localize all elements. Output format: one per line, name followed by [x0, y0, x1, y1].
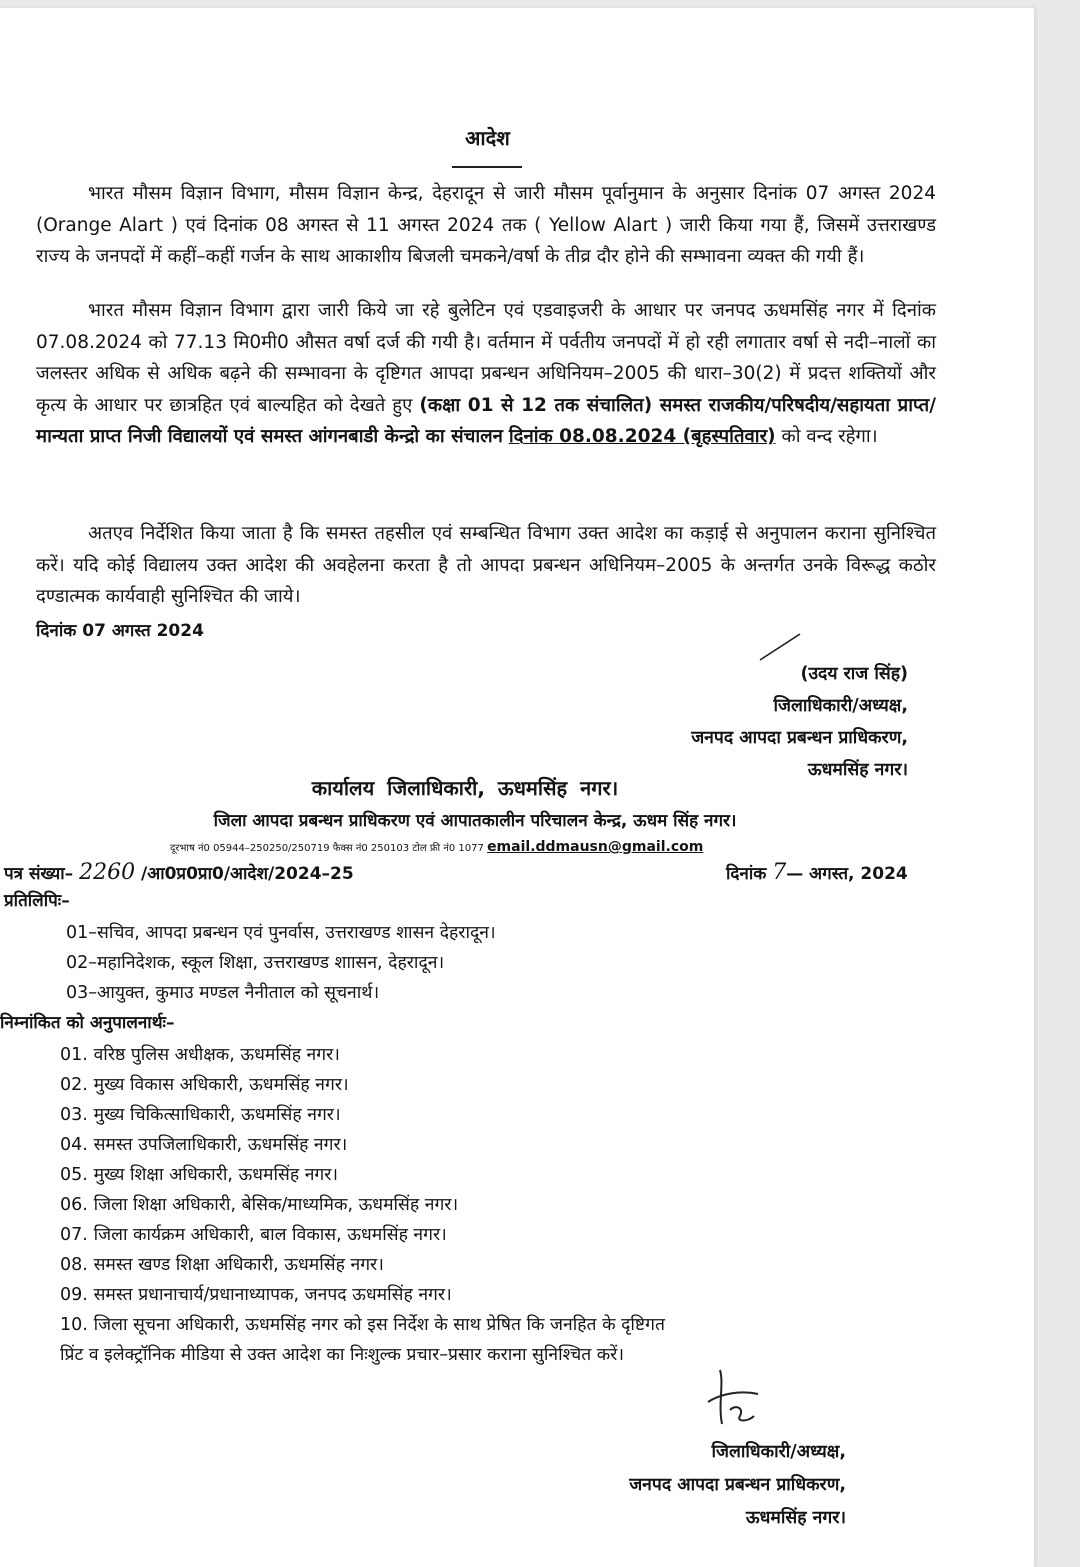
list-item: [60, 1220, 665, 1250]
item-number: 09.: [60, 1285, 88, 1305]
signatory-authority: जनपद आपदा प्रबन्धन प्राधिकरण,: [629, 1475, 846, 1495]
item-text: समस्त उपजिलाधिकारी, ऊधमसिंह नगर।: [93, 1135, 348, 1155]
item-text: समस्त प्रधानाचार्य/प्रधानाध्यापक, जनपद ऊधमसिंह नगर।: [93, 1285, 452, 1305]
signatory-place: ऊधमसिंह नगर।: [807, 760, 908, 780]
list-item: [60, 1070, 665, 1100]
signature-scrawl-icon: [700, 1364, 770, 1434]
letter-date-rest: अगस्त, 2024: [809, 864, 908, 884]
letter-date-day: 7: [772, 860, 787, 885]
order-paragraph-1: [36, 178, 936, 273]
list-item: [60, 1100, 665, 1130]
letter-reference: [4, 860, 354, 885]
paragraph-2-text: भारत मौसम विज्ञान विभाग द्वारा जारी किये जा रहे बुलेटिन एवं एडवाइजरी के आधार पर जनपद ऊधमसिंह नगर में दिनांक 07.08.2024 को 77.13 मि0मी0 औसत वर्षा दर्ज की गयी है। वर्तमान में पर्वतीय जनपदों में हो रही लगातार वर्षा से नदी–नालों का जलस्तर अधिक से अधिक बढ़ने की सम्भावना के दृष्टिगत आपदा प्रबन्धन अधिनियम–2005 की धारा–30(2) में प्रदत्त शक्तियों और कृत्य के आधार पर छात्रहित एवं बाल्यहित को देखते हुए: [36, 300, 936, 416]
copy-to-list: [66, 918, 496, 1008]
item-text: वरिष्ठ पुलिस अधीक्षक, ऊधमसिंह नगर।: [93, 1045, 340, 1065]
title-underline: [452, 166, 522, 168]
reference-suffix: /आ0प्र0प्रा0/आदेश/2024–25: [141, 864, 354, 884]
item-number: 05.: [60, 1165, 88, 1185]
item-number: 10.: [60, 1315, 88, 1335]
list-item: [60, 1130, 665, 1160]
order-paragraph-3: [36, 518, 936, 613]
closure-scope-text: (कक्षा 01 से 12 तक संचालित) समस्त राजकीय/परिषदीय/सहायता प्राप्त/मान्यता प्राप्त निजी विद्यालयों एवं समस्त आंगनबाडी केन्द्रो का संचालन: [36, 394, 936, 447]
letter-date-label: दिनांक: [726, 864, 767, 884]
office-heading: कार्यालय जिलाधिकारी, ऊधमसिंह नगर।: [311, 776, 619, 800]
item-text: मुख्य चिकित्साधिकारी, ऊधमसिंह नगर।: [93, 1105, 341, 1125]
compliance-heading: निम्नांकित को अनुपालनार्थः–: [0, 1013, 175, 1033]
list-item: [60, 1250, 665, 1280]
order-title: आदेश: [465, 126, 510, 150]
office-email: email.ddmausn@gmail.com: [487, 839, 704, 855]
signatory-authority: जनपद आपदा प्रबन्धन प्राधिकरण,: [691, 728, 908, 748]
reference-number: 2260: [79, 860, 136, 885]
list-item: [60, 1280, 665, 1310]
list-item: 01–सचिव, आपदा प्रबन्धन एवं पुनर्वास, उत्तराखण्ड शासन देहरादून।: [66, 923, 496, 943]
office-contact: [170, 839, 703, 855]
paragraph-3-text: अतएव निर्देशित किया जाता है कि समस्त तहसील एवं सम्बन्धित विभाग उक्त आदेश का कड़ाई से अनुपालन कराना सुनिश्चित करें। यदि कोई विद्यालय उक्त आदेश की अवहेलना करता है तो आपदा प्रबन्धन अधिनियम–2005 के अन्तर्गत उनके विरूद्ध कठोर दण्डात्मक कार्यवाही सुनिश्चित की जाये।: [36, 523, 936, 607]
item-text: जिला शिक्षा अधिकारी, बेसिक/माध्यमिक, ऊधमसिंह नगर।: [93, 1195, 459, 1215]
list-item: [60, 1190, 665, 1220]
order-paragraph-2: [36, 295, 936, 453]
contact-numbers: दूरभाष नं0 05944–250250/250719 फैक्स नं0 250103 टोल फ्री नं0 1077: [170, 843, 484, 854]
item-number: 06.: [60, 1195, 88, 1215]
item-number: 01.: [60, 1045, 88, 1065]
list-item-continuation: प्रिंट व इलेक्ट्रॉनिक मीडिया से उक्त आदेश का निःशुल्क प्रचार–प्रसार कराना सुनिश्चित करें।: [60, 1345, 624, 1365]
item-text: समस्त खण्ड शिक्षा अधिकारी, ऊधमसिंह नगर।: [93, 1255, 384, 1275]
list-item: 02–महानिदेशक, स्कूल शिक्षा, उत्तराखण्ड शाासन, देहरादून।: [66, 953, 445, 973]
signatory-designation: जिलाधिकारी/अध्यक्ष,: [711, 1442, 846, 1462]
item-number: 08.: [60, 1255, 88, 1275]
office-subheading: जिला आपदा प्रबन्धन प्राधिकरण एवं आपातकालीन परिचालन केन्द्र, ऊधम सिंह नगर।: [213, 811, 737, 831]
item-number: 07.: [60, 1225, 88, 1245]
reference-label: पत्र संख्या–: [4, 864, 74, 884]
item-text: जिला सूचना अधिकारी, ऊधमसिंह नगर को इस निर्देश के साथ प्रेषित कि जनहित के दृष्टिगत: [93, 1315, 665, 1335]
item-text: मुख्य विकास अधिकारी, ऊधमसिंह नगर।: [93, 1075, 349, 1095]
signatory-place: ऊधमसिंह नगर।: [745, 1508, 846, 1528]
paragraph-2-end: को वन्द रहेगा।: [781, 426, 878, 447]
list-item: [60, 1160, 665, 1190]
closure-date-text: दिनांक 08.08.2024 (बृहस्पतिवार): [508, 426, 776, 447]
list-item: 03–आयुक्त, कुमाउ मण्डल नैनीताल को सूचनार्थ।: [66, 983, 380, 1003]
signatory-name: (उदय राज सिंह): [800, 664, 908, 684]
document-page: [0, 8, 1034, 1567]
item-number: 04.: [60, 1135, 88, 1155]
item-text: जिला कार्यक्रम अधिकारी, बाल विकास, ऊधमसिंह नगर।: [93, 1225, 447, 1245]
signature-block-1: [691, 658, 908, 786]
compliance-list: [60, 1040, 665, 1370]
list-item: [60, 1040, 665, 1070]
order-date: दिनांक 07 अगस्त 2024: [36, 621, 204, 641]
item-text: मुख्य शिक्षा अधिकारी, ऊधमसिंह नगर।: [93, 1165, 339, 1185]
copy-to-heading: प्रतिलिपिः–: [4, 891, 70, 911]
paragraph-1-text: भारत मौसम विज्ञान विभाग, मौसम विज्ञान केन्द्र, देहरादून से जारी मौसम पूर्वानुमान के अनुसार दिनांक 07 अगस्त 2024 (Orange Alart ) एवं दिनांक 08 अगस्त से 11 अगस्त 2024 तक ( Yellow Alart ) जारी किया गया हैं, जिसमें उत्तराखण्ड राज्य के जनपदों में कहीं–कहीं गर्जन के साथ आकाशीय बिजली चमकने/वर्षा के तीव्र दौर होने की सम्भावना व्यक्त की गयी हैं।: [36, 183, 936, 267]
signatory-designation: जिलाधिकारी/अध्यक्ष,: [773, 696, 908, 716]
list-item: [60, 1310, 665, 1340]
letter-date: दिनांक 7— अगस्त, 2024: [726, 860, 908, 885]
signature-block-2: [629, 1436, 846, 1535]
item-number: 03.: [60, 1105, 88, 1125]
item-number: 02.: [60, 1075, 88, 1095]
